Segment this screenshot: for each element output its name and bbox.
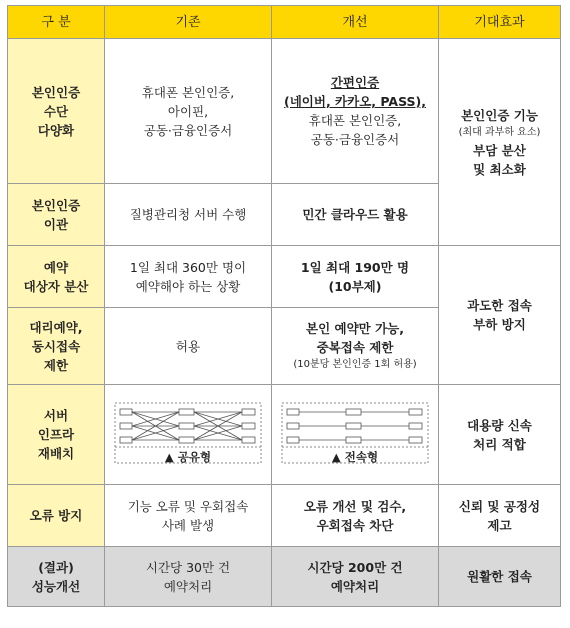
- category-cell: (결과) 성능개선: [8, 547, 105, 607]
- shared-label: ▲ 공유형: [164, 450, 212, 464]
- after-cell: 민간 클라우드 활용: [272, 184, 439, 246]
- effect-cell: 본인인증 기능 (최대 과부하 요소) 부담 분산 및 최소화: [439, 39, 561, 246]
- before-cell: 질병관리청 서버 수행: [105, 184, 272, 246]
- table-row: [8, 385, 561, 485]
- after-cell: 1일 최대 190만 명 (10부제): [272, 246, 439, 308]
- header-effect: 기대효과: [439, 6, 561, 39]
- after-cell: 오류 개선 및 검수, 우회접속 차단: [272, 485, 439, 547]
- table-row: [8, 39, 561, 184]
- before-cell: [105, 385, 272, 485]
- after-cell: 본인 예약만 가능, 중복접속 제한 (10분당 본인인증 1회 허용): [272, 308, 439, 385]
- dedicated-label: ▲ 전속형: [331, 450, 379, 464]
- effect-cell: 신뢰 및 공정성 제고: [439, 485, 561, 547]
- category-cell: 예약 대상자 분산: [8, 246, 105, 308]
- category-cell: 서버 인프라 재배치: [8, 385, 105, 485]
- header-before: 기존: [105, 6, 272, 39]
- header-row: [8, 6, 561, 39]
- before-cell: 1일 최대 360만 명이 예약해야 하는 상황: [105, 246, 272, 308]
- header-after: 개선: [272, 6, 439, 39]
- table-row: [8, 485, 561, 547]
- after-cell: 간편인증 (네이버, 카카오, PASS), 휴대폰 본인인증, 공동·금융인증서: [272, 39, 439, 184]
- effect-cell: 대용량 신속 처리 적합: [439, 385, 561, 485]
- effect-cell: 원활한 접속: [439, 547, 561, 607]
- effect-cell: 과도한 접속 부하 방지: [439, 246, 561, 385]
- table-row: [8, 547, 561, 607]
- before-cell: 시간당 30만 건 예약처리: [105, 547, 272, 607]
- category-cell: 대리예약, 동시접속 제한: [8, 308, 105, 385]
- header-category: 구 분: [8, 6, 105, 39]
- after-cell: 시간당 200만 건 예약처리: [272, 547, 439, 607]
- comparison-table: [7, 5, 561, 607]
- after-cell: [272, 385, 439, 485]
- category-cell: 본인인증 수단 다양화: [8, 39, 105, 184]
- before-cell: 휴대폰 본인인증, 아이핀, 공동·금융인증서: [105, 39, 272, 184]
- category-cell: 오류 방지: [8, 485, 105, 547]
- before-cell: 기능 오류 및 우회접속 사례 발생: [105, 485, 272, 547]
- table-row: [8, 246, 561, 308]
- before-cell: 허용: [105, 308, 272, 385]
- category-cell: 본인인증 이관: [8, 184, 105, 246]
